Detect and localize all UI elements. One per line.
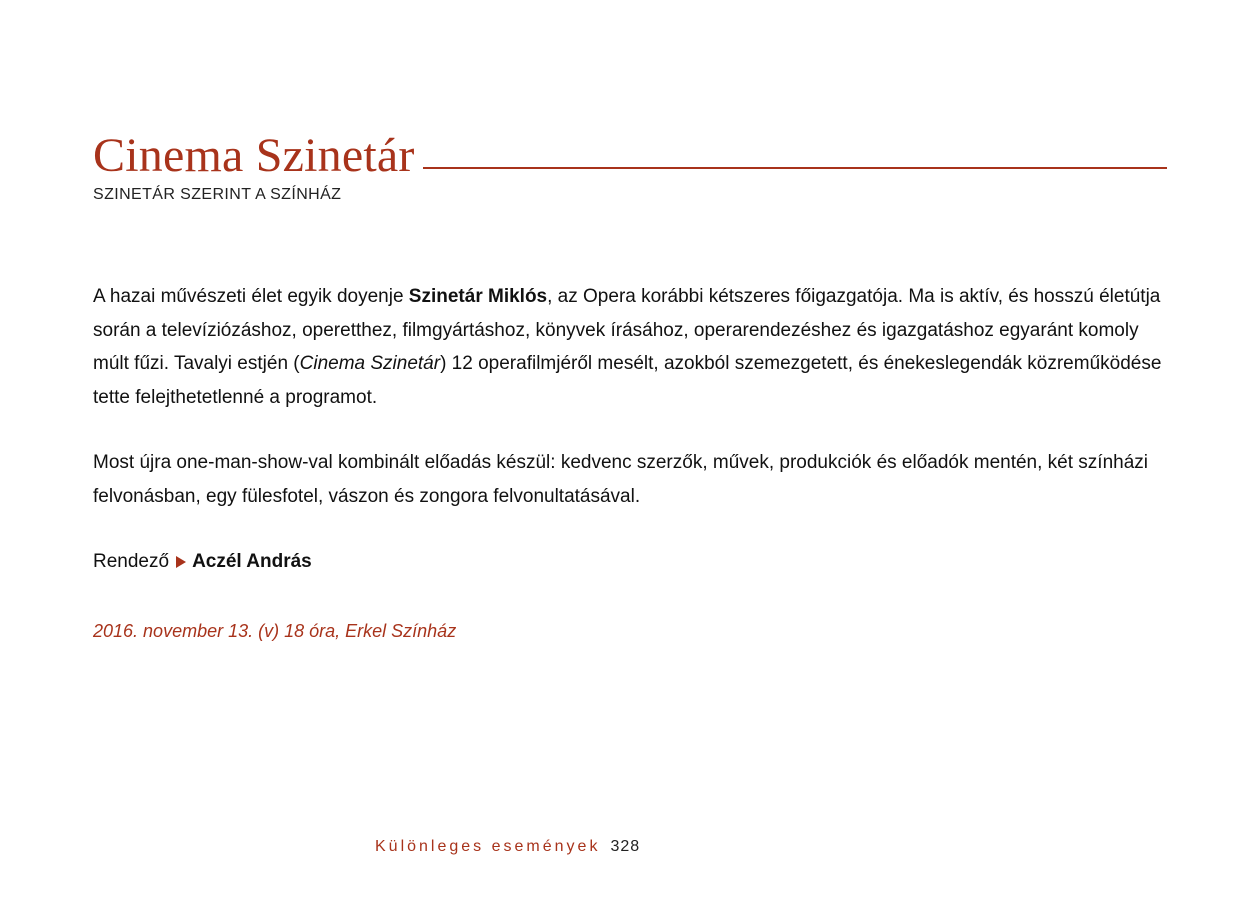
body-text: [93, 280, 1173, 513]
paragraph-intro-part3: ) 12 operafilmjéről mesélt, azokból szemezgetett, és énekeslegendák közreműködése tette felejthetetlenné a programot.: [93, 353, 1162, 408]
footer-section-name: Különleges események: [375, 838, 601, 855]
page-title: Cinema Szinetár: [93, 129, 415, 182]
title-row: [93, 122, 1167, 182]
director-label: Rendező: [93, 551, 170, 572]
page-subtitle: SZINETÁR SZERINT A SZÍNHÁZ: [93, 186, 342, 203]
person-name: Szinetár Miklós: [408, 286, 548, 307]
triangle-right-icon: [176, 556, 186, 568]
event-date: 2016. november 13. (v) 18 óra, Erkel Színház: [93, 621, 457, 641]
title-rule: [423, 167, 1167, 169]
show-title: Cinema Szinetár: [299, 353, 441, 374]
paragraph-intro: [93, 280, 1173, 414]
page-footer: [375, 836, 640, 858]
paragraph-intro-part1: A hazai művészeti élet egyik doyenje: [93, 286, 409, 307]
paragraph-intro-part2: , az Opera korábbi kétszeres főigazgatója. Ma is aktív, és hosszú életútja során a televíziózáshoz, operetthez, filmgyártáshoz, könyvek írásához, operarendezéshez és igazgatáshoz egyaránt komoly múlt fűzi. Tavalyi estjén (: [93, 286, 1161, 374]
page-number: 328: [610, 838, 641, 855]
paragraph-description: Most újra one-man-show-val kombinált előadás készül: kedvenc szerzők, művek, produkciók és előadók mentén, két színházi felvonásban, egy fülesfotel, vászon és zongora felvonultatásával.: [93, 452, 1149, 507]
director-credit: [93, 548, 312, 576]
director-name: Aczél András: [192, 551, 312, 572]
